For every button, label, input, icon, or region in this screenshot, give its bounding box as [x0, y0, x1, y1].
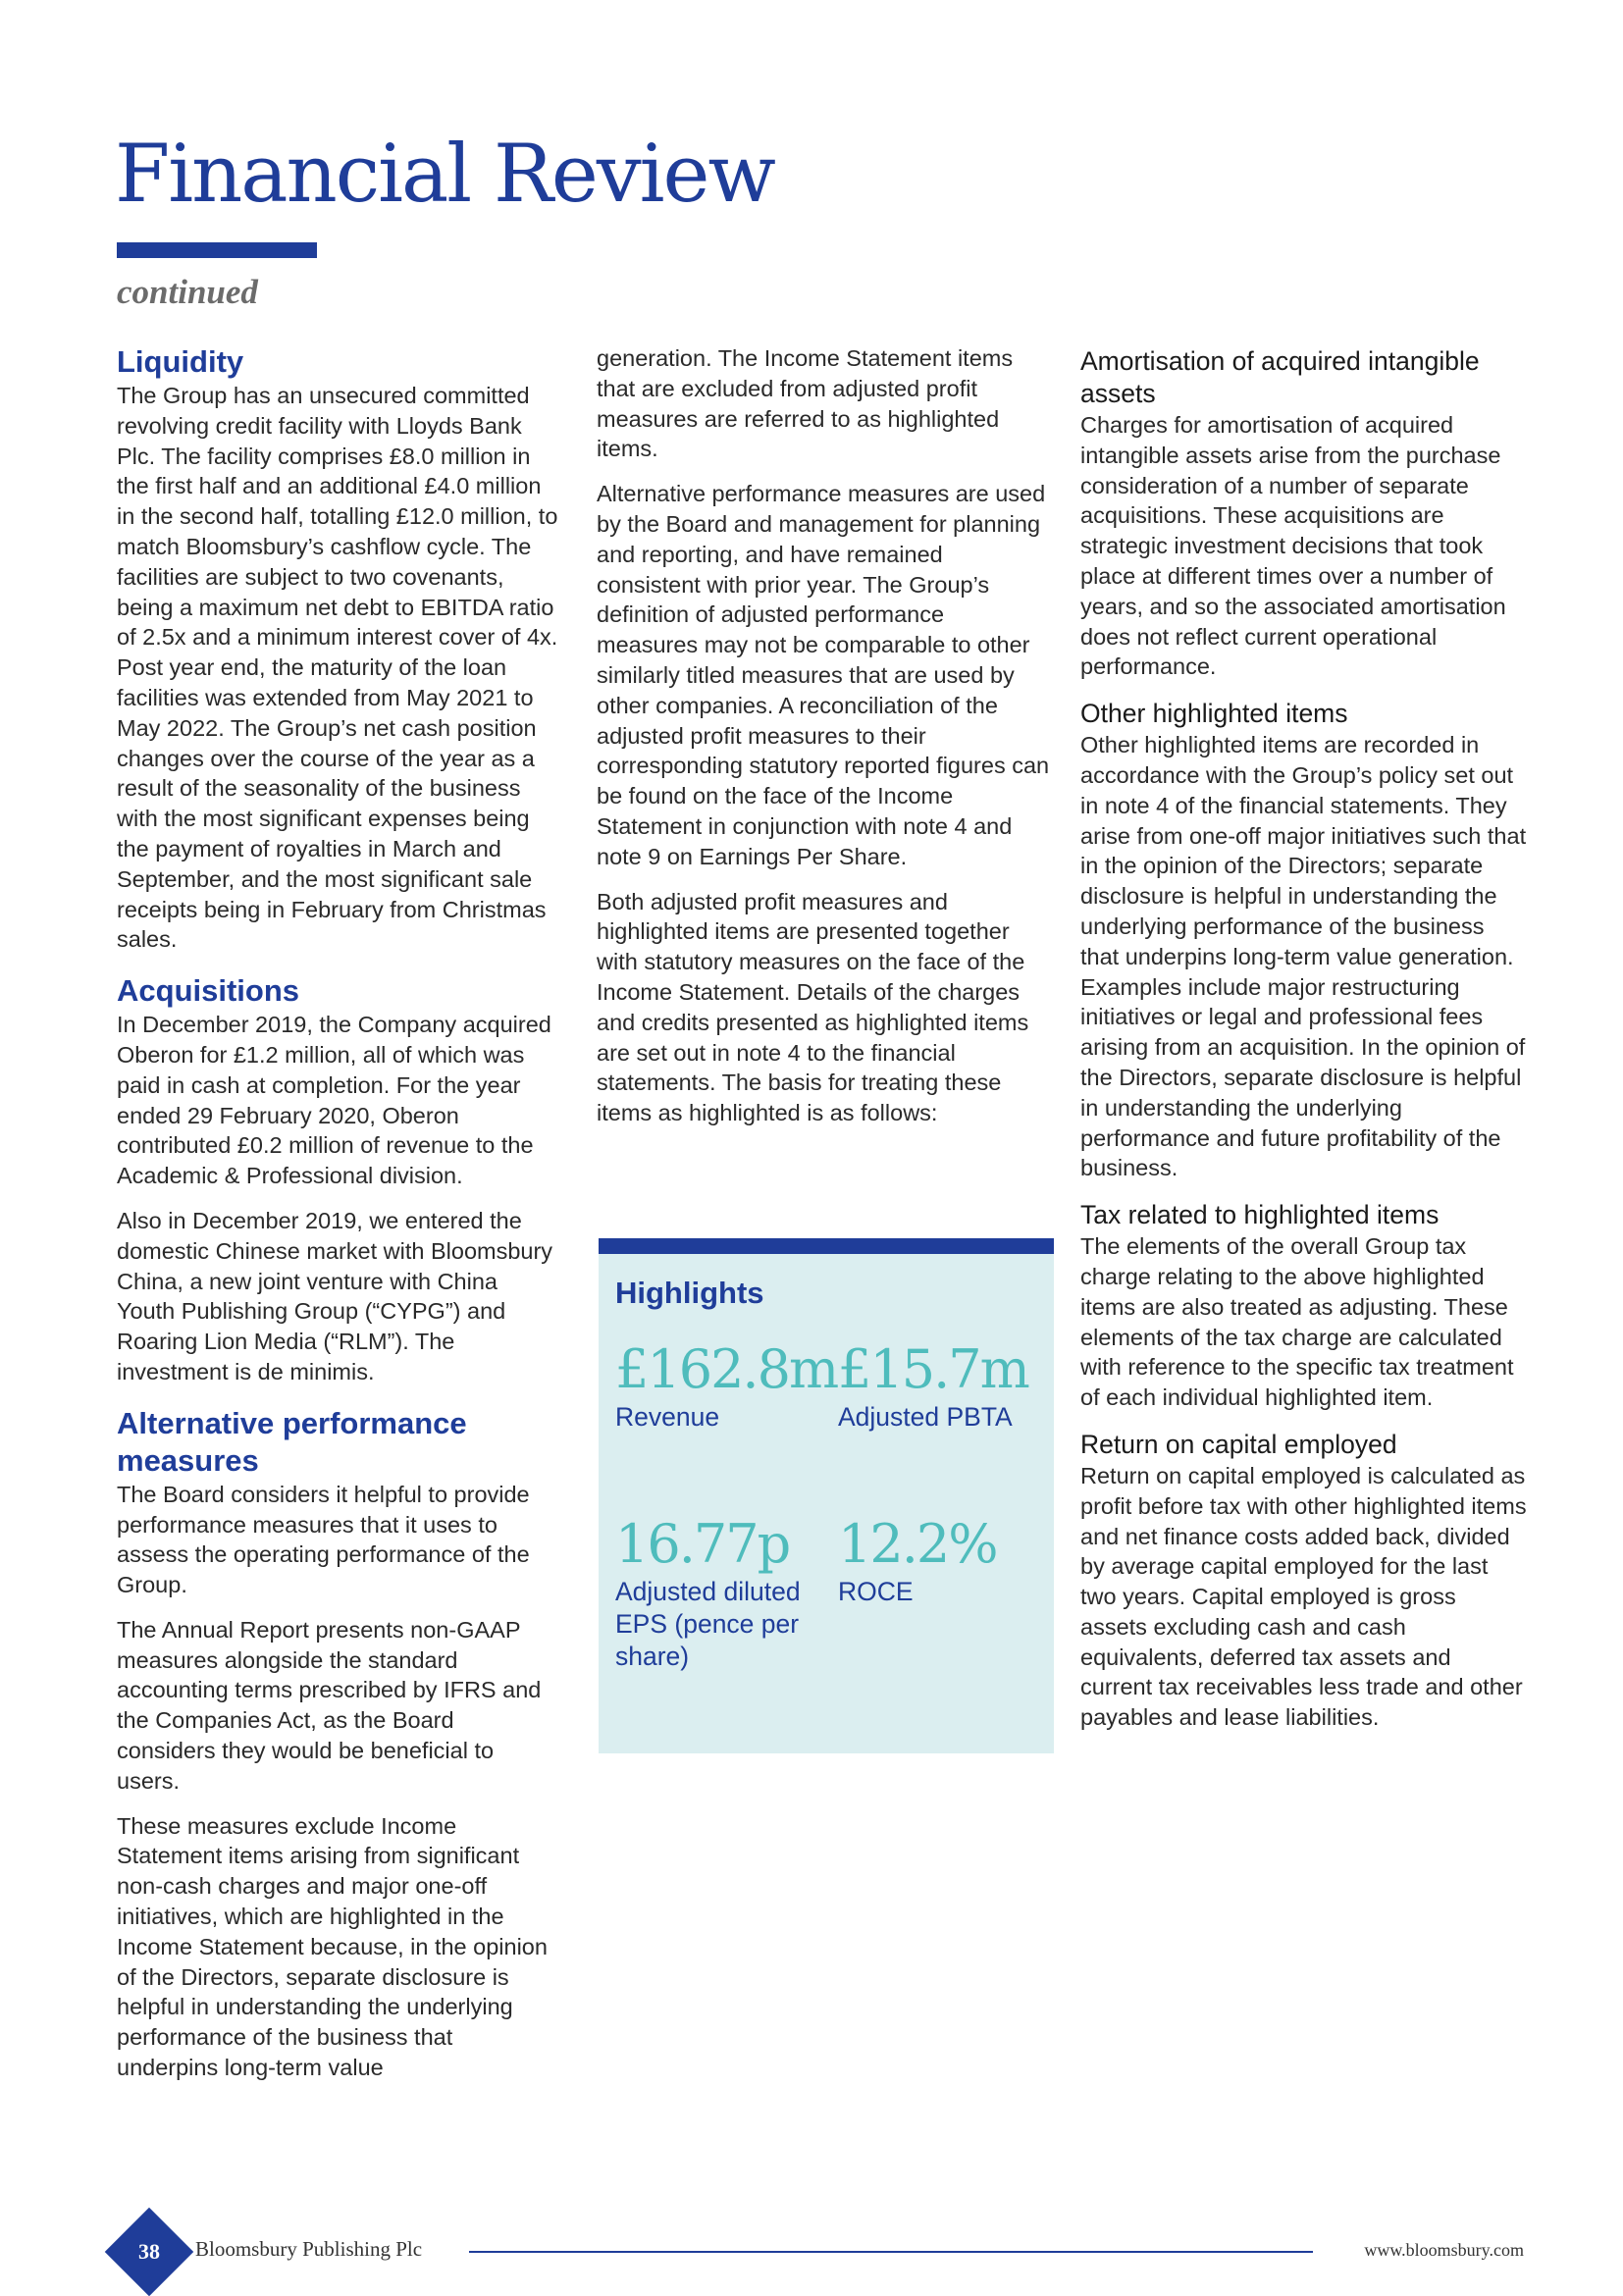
acquisitions-heading: Acquisitions	[117, 973, 300, 1009]
other-highlighted-paragraph: Other highlighted items are recorded in accordance with the Group’s policy set out in note 4 of the financial statements. They arise from one-off major initiatives such that in the opinion of the Directors; separate disclosure is helpful in understanding the underlying performance of the business that underpins long-term value generation. Examples include major restructuring initiatives or legal and professional fees arising from an acquisition. In the opinion of the Directors, separate disclosure is helpful in understanding the underlying performance and future profitability of the business.	[1080, 732, 1527, 1181]
apm-paragraph-3: These measures exclude Income Statement items arising from significant non-cash charges and major one-off initiatives, which are highlighted in the Income Statement because, in the opinion of the Directors, separate disclosure is helpful in understanding the underlying performance of the business that underpins long-term value	[117, 1812, 548, 2081]
footer-divider	[469, 2251, 1313, 2253]
highlight-label: Revenue	[615, 1402, 720, 1432]
apm-paragraph-2: The Annual Report presents non-GAAP measures alongside the standard accounting terms prescribed by IFRS and the Companies Act, as the Board considers they would be beneficial to users.	[117, 1616, 542, 1794]
highlight-label: Adjusted PBTA	[838, 1402, 1013, 1432]
roce-paragraph: Return on capital employed is calculated as profit before tax with other highlighted items and net finance costs added back, divided by average capital employed for the last two years. Capital employed is gross assets excluding cash and cash equivalents, deferred tax assets and current tax receivables less trade and other payables and lease liabilities.	[1080, 1462, 1527, 1731]
highlight-value: £15.7m	[838, 1338, 1028, 1400]
highlight-adjusted-eps	[615, 1513, 833, 1673]
page-subtitle: continued	[117, 273, 258, 311]
tax-heading: Tax related to highlighted items	[1080, 1200, 1440, 1230]
title-underline	[117, 242, 317, 258]
highlight-roce	[838, 1513, 1044, 1608]
liquidity-heading: Liquidity	[117, 344, 244, 379]
highlights-box	[599, 1238, 1054, 1753]
column-left	[117, 343, 558, 2098]
acquisitions-paragraph-2: Also in December 2019, we entered the domestic Chinese market with Bloomsbury China, a new joint venture with China Youth Publishing Group (“CYPG”) and Roaring Lion Media (“RLM”). The investment is de minimis.	[117, 1207, 553, 1384]
highlight-label: ROCE	[838, 1577, 914, 1606]
highlight-label: Adjusted diluted EPS (pence per share)	[615, 1577, 801, 1671]
highlight-adjusted-pbta	[838, 1338, 1044, 1434]
footer-url: www.bloomsbury.com	[1364, 2240, 1524, 2260]
highlight-value: 16.77p	[615, 1513, 790, 1575]
highlights-title: Highlights	[615, 1276, 764, 1310]
other-highlighted-heading: Other highlighted items	[1080, 699, 1348, 729]
middle-paragraph-2: Alternative performance measures are used by the Board and management for planning and reporting, and have remained consistent with prior year. The Group’s definition of adjusted performance measures may not be comparable to other similarly titled measures that are used by other companies. A reconciliation of the adjusted profit measures to their corresponding statutory reported figures can be found on the face of the Income Statement in conjunction with note 4 and note 9 on Earnings Per Share.	[597, 481, 1050, 869]
apm-heading: Alternative performance measures	[117, 1405, 467, 1478]
middle-paragraph-3: Both adjusted profit measures and highlighted items are presented together with statutory measures on the face of the Income Statement. Details of the charges and credits presented as highlighted items are set out in note 4 to the financial statements. The basis for treating these items as highlighted is as follows:	[597, 888, 1029, 1126]
roce-heading: Return on capital employed	[1080, 1429, 1397, 1459]
liquidity-paragraph: The Group has an unsecured committed revolving credit facility with Lloyds Bank Plc. The facility comprises £8.0 million in the first half and an additional £4.0 million in the second half, totalling £12.0 million, to match Bloomsbury’s cashflow cycle. The facilities are subject to two covenants, being a maximum net debt to EBITDA ratio of 2.5x and a minimum interest cover of 4x. Post year end, the maturity of the loan facilities was extended from May 2021 to May 2022. The Group’s net cash position changes over the course of the year as a result of the seasonality of the business with the most significant expenses being the payment of royalties in March and September, and the most significant sale receipts being in February from Christmas sales.	[117, 383, 558, 953]
middle-paragraph-1: generation. The Income Statement items that are excluded from adjusted profit measures are referred to as highlighted items.	[597, 345, 1014, 462]
page-number: 38	[138, 2239, 160, 2264]
highlight-value: 12.2%	[838, 1513, 997, 1575]
tax-paragraph: The elements of the overall Group tax charge relating to the above highlighted items are also treated as adjusting. These elements of the tax charge are calculated with reference to the specific tax treatment of each individual highlighted item.	[1080, 1233, 1514, 1411]
amortisation-paragraph: Charges for amortisation of acquired intangible assets arise from the purchase consideration of a number of separate acquisitions. These acquisitions are strategic investment decisions that took place at different times over a number of years, and so the associated amortisation does not reflect current operational performance.	[1080, 412, 1506, 680]
column-right	[1080, 345, 1527, 1748]
acquisitions-paragraph-1: In December 2019, the Company acquired Oberon for £1.2 million, all of which was paid in cash at completion. For the year ended 29 February 2020, Oberon contributed £0.2 million of revenue to the Academic & Professional division.	[117, 1012, 551, 1189]
apm-paragraph-1: The Board considers it helpful to provide performance measures that it uses to assess the operating performance of the Group.	[117, 1481, 530, 1598]
footer-company-name: Bloomsbury Publishing Plc	[195, 2237, 423, 2261]
highlight-value: £162.8m	[615, 1338, 838, 1400]
page-title: Financial Review	[115, 129, 774, 221]
amortisation-heading: Amortisation of acquired intangible assets	[1080, 346, 1480, 408]
column-middle	[597, 343, 1050, 1143]
highlight-revenue	[615, 1338, 838, 1434]
